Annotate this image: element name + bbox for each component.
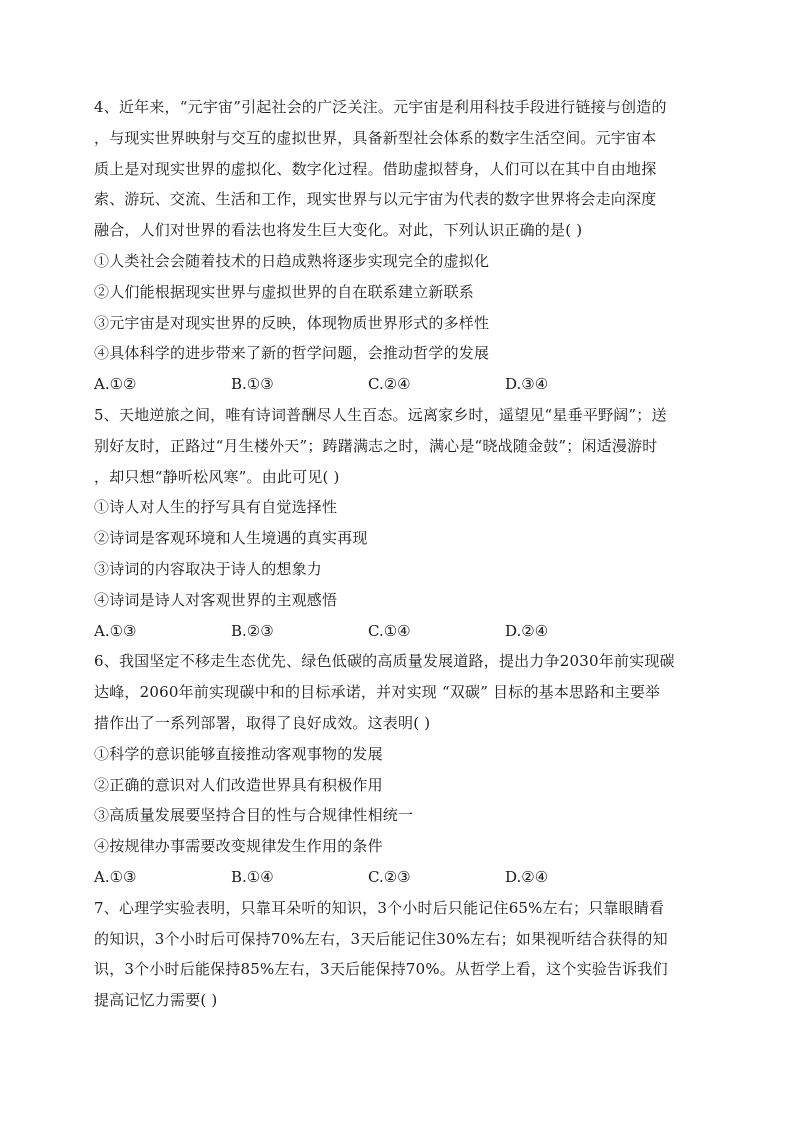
- option-a: A.①③: [94, 621, 137, 640]
- question-list: [94, 92, 700, 1016]
- question-stem-line: 6、我国坚定不移走生态优先、绿色低碳的高质量发展道路，提出力争2030年前实现碳: [94, 652, 675, 671]
- option-d: D.②④: [505, 867, 549, 886]
- option-b: B.①③: [231, 375, 274, 394]
- question-7: [94, 893, 700, 1016]
- question-stem-line: 识，3个小时后能保持85%左右，3天后能保持70%。从哲学上看，这个实验告诉我们: [94, 960, 668, 979]
- question-stem-line: 提高记忆力需要( ): [94, 991, 218, 1010]
- statement: ④具体科学的进步带来了新的哲学问题，会推动哲学的发展: [94, 344, 490, 363]
- question-stem-line: 4、近年来，“元宇宙”引起社会的广泛关注。元宇宙是利用科技手段进行链接与创造的: [94, 98, 667, 116]
- answer-options: [94, 369, 700, 400]
- statement: ①诗人对人生的抒写具有自觉选择性: [94, 498, 338, 517]
- question-6: [94, 646, 700, 892]
- question-stem-line: 别好友时，正路过“月生楼外天”；踌躇满志之时，满心是“晓战随金鼓”；闲适漫游时: [94, 436, 658, 455]
- question-stem-line: ，却只想“静听松风寒”。由此可见( ): [94, 467, 340, 486]
- question-stem-line: ，与现实世界映射与交互的虚拟世界，具备新型社会体系的数字生活空间。元宇宙本: [94, 128, 657, 147]
- question-stem-line: 7、心理学实验表明，只靠耳朵听的知识，3个小时后只能记住65%左右；只靠眼睛看: [94, 898, 665, 917]
- statement: ①科学的意识能够直接推动客观事物的发展: [94, 744, 383, 763]
- question-stem-line: 达峰，2060年前实现碳中和的目标承诺，并对实现 “双碳” 目标的基本思路和主要举: [94, 683, 661, 702]
- question-stem-line: 融合，人们对世界的看法也将发生巨大变化。对此，下列认识正确的是( ): [94, 221, 583, 240]
- statement: ①人类社会会随着技术的日趋成熟将逐步实现完全的虚拟化: [94, 251, 490, 270]
- statement: ③元宇宙是对现实世界的反映，体现物质世界形式的多样性: [94, 313, 490, 332]
- answer-options: [94, 616, 700, 647]
- question-4: [94, 92, 700, 400]
- statement: ②正确的意识对人们改造世界具有积极作用: [94, 775, 383, 794]
- option-a: A.①②: [94, 375, 137, 394]
- statement: ④按规律办事需要改变规律发生作用的条件: [94, 837, 383, 856]
- question-stem-line: 的知识，3个小时后可保持70%左右，3天后能记住30%左右；如果视听结合获得的知: [94, 929, 668, 948]
- option-c: C.①④: [368, 621, 411, 640]
- question-stem-line: 索、游玩、交流、生活和工作，现实世界与以元宇宙为代表的数字世界将会走向深度: [94, 190, 657, 209]
- option-b: B.①④: [231, 867, 274, 886]
- question-5: [94, 400, 700, 646]
- statement: ②人们能根据现实世界与虚拟世界的自在联系建立新联系: [94, 282, 475, 301]
- question-stem-line: 措作出了一系列部署，取得了良好成效。这表明( ): [94, 713, 431, 732]
- statement: ③诗词的内容取决于诗人的想象力: [94, 559, 323, 578]
- option-c: C.②③: [368, 867, 411, 886]
- statement: ④诗词是诗人对客观世界的主观感悟: [94, 590, 338, 609]
- answer-options: [94, 862, 700, 893]
- question-stem-line: 质上是对现实世界的虚拟化、数字化过程。借助虚拟替身，人们可以在其中自由地探: [94, 159, 657, 178]
- question-stem-line: 5、天地逆旅之间，唯有诗词普酬尽人生百态。远离家乡时，遥望见“星垂平野阔”；送: [94, 405, 667, 424]
- option-d: D.③④: [505, 375, 549, 394]
- statement: ③高质量发展要坚持合目的性与合规律性相统一: [94, 806, 414, 825]
- statement: ②诗词是客观环境和人生境遇的真实再现: [94, 529, 368, 548]
- option-c: C.②④: [368, 375, 411, 394]
- option-b: B.②③: [231, 621, 274, 640]
- option-a: A.①③: [94, 867, 137, 886]
- option-d: D.②④: [505, 621, 549, 640]
